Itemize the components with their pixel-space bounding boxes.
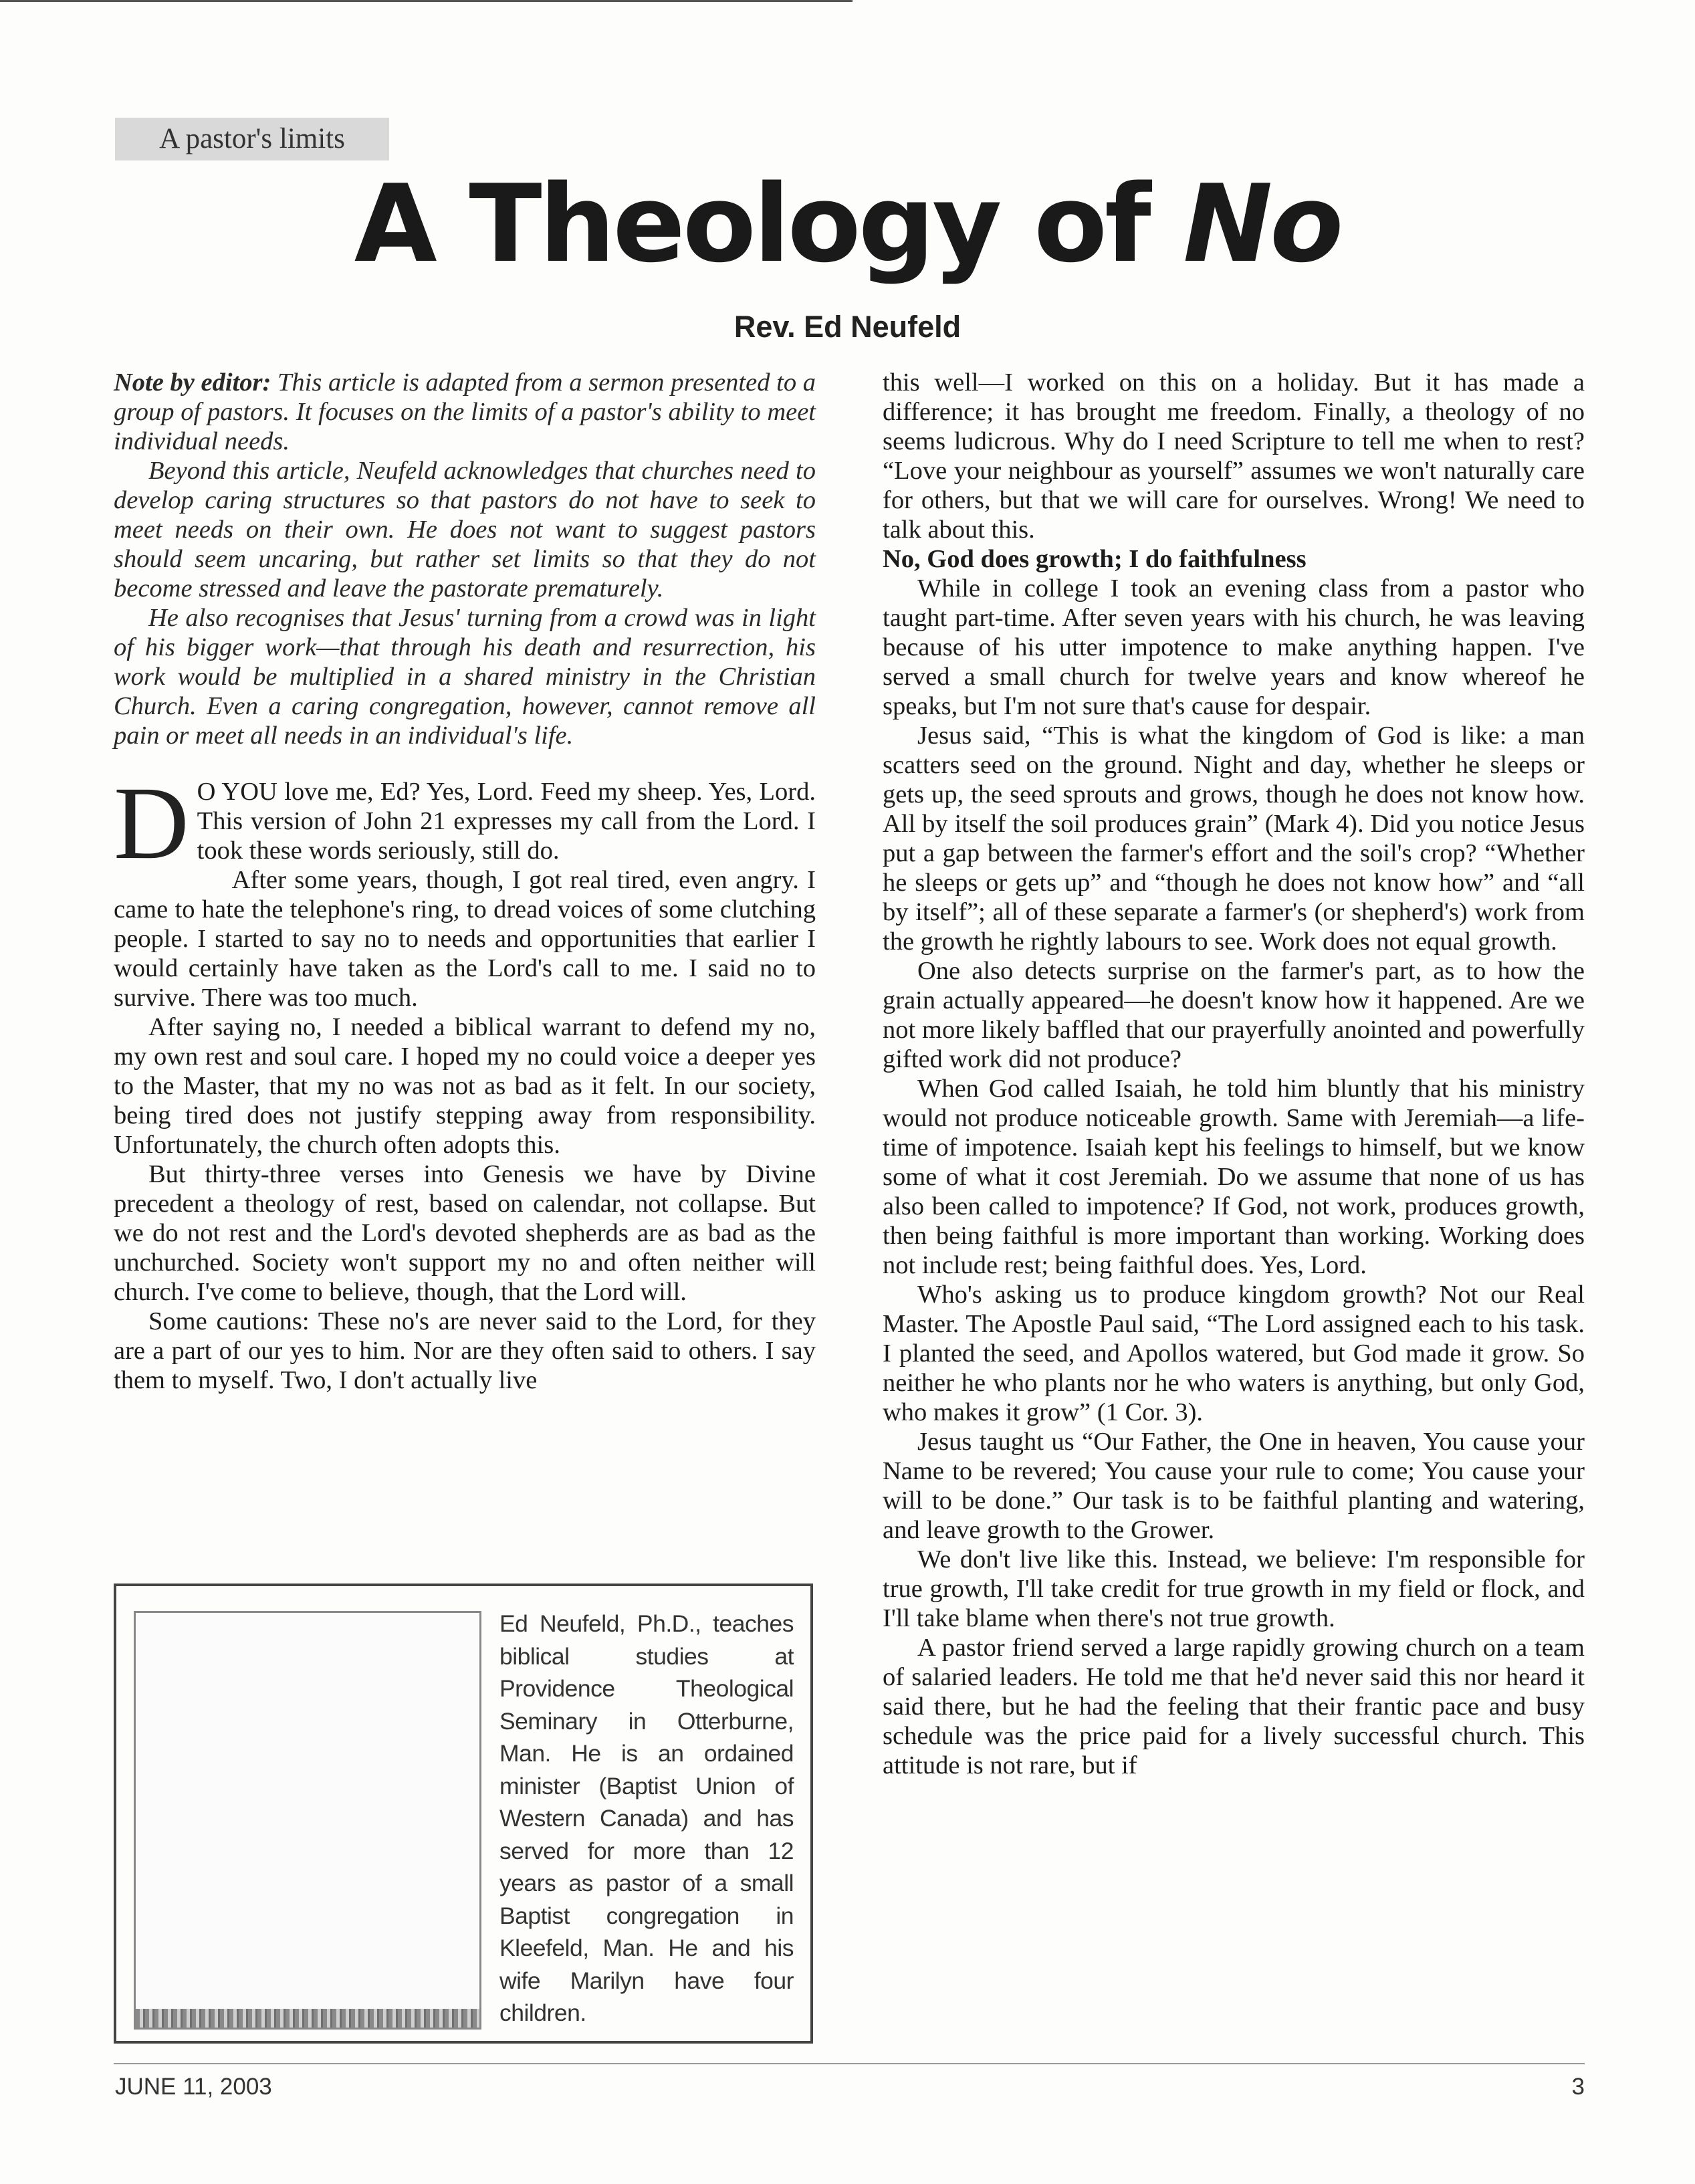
body-paragraph: Who's asking us to produce kingdom growth? Not our Real Master. The Apostle Paul said, “The Lord assigned each to his task. I planted the seed, and Apollos watered, but God made it grow. So neither he who plants nor he who waters is anything, but only God, who makes it grow” (1 Cor. 3). (883, 1281, 1585, 1426)
editor-note-p2: Beyond this article, Neufeld acknowledges that churches need to develop caring structures so that pastors do not have to seek to meet needs on their own. He does not want to suggest pastors should seem uncaring, but rather set limits so that they do not become stressed and leave the pastorate prematurely. (114, 457, 816, 603)
subheading: No, God does growth; I do faithfulness (883, 545, 1307, 573)
body-paragraph: Jesus said, “This is what the kingdom of God is like: a man scatters seed on the ground. Night and day, whether he sleeps or gets up, the seed sprouts and grows, though he does not know how. All by itself the soil produces grain” (Mark 4). Did you notice Jesus put a gap between the farmer's effort and the soil's crop? “Whether he sleeps or gets up” and “though he does not know how” and “all by itself”; all of these separate a farmer's (or shepherd's) work from the growth he rightly labours to see. Work does not equal growth. (883, 722, 1585, 956)
editor-note-label: Note by editor: (114, 368, 271, 397)
intro-paragraph: D O YOU love me, Ed? Yes, Lord. Feed my sheep. Yes, Lord. This version of John 21 expresses my call from the Lord. I took these words seriously, still do. (114, 765, 816, 881)
editor-note (114, 368, 816, 750)
body-paragraph: We don't live like this. Instead, we believe: I'm responsible for true growth, I'll take credit for true growth in my field or flock, and I'll take blame when there's not true growth. (883, 1545, 1585, 1632)
body-paragraph: When God called Isaiah, he told him bluntly that his ministry would not produce noticeable growth. Same with Jeremiah—a life-time of impotence. Isaiah kept his feelings to himself, but we know some of what it cost Jeremiah. Do we assume that none of us has also been called to impotence? If God, not work, produces growth, then being faithful is more important than working. Working does not include rest; being faithful does. Yes, Lord. (883, 1075, 1585, 1279)
body-paragraph: A pastor friend served a large rapidly growing church on a team of salaried leaders. He told me that he'd never said this nor heard it said there, but he had the feeling that their frantic pace and busy schedule was the price paid for a lively successful church. This attitude is not rare, but if (883, 1634, 1585, 1779)
body-paragraph: But thirty-three verses into Genesis we have by Divine precedent a theology of rest, based on calendar, not collapse. But we do not rest and the Lord's devoted shepherds are as bad as the unchurched. Society won't support my no and often neither will church. I've come to believe, though, that the Lord will. (114, 1160, 816, 1306)
body-paragraph: Some cautions: These no's are never said to the Lord, for they are a part of our yes to him. Nor are they often said to others. I say them to myself. Two, I don't actually live (114, 1307, 816, 1394)
photo-edge (136, 2009, 479, 2028)
left-column (114, 368, 816, 1395)
editor-note-p1: Note by editor: This article is adapted from a sermon presented to a group of pastors. It focuses on the limits of a pastor's ability to meet individual needs. (114, 368, 816, 455)
drop-cap: D (114, 765, 189, 881)
author-photo-placeholder (134, 1611, 481, 2030)
title-main: A Theology of (354, 161, 1149, 286)
footer-date: JUNE 11, 2003 (115, 2074, 272, 2100)
body-paragraph: Jesus taught us “Our Father, the One in heaven, You cause your Name to be revered; You cause your rule to come; You cause your will to be done.” Our task is to be faithful planting and watering, and leave growth to the Grower. (883, 1428, 1585, 1544)
body-paragraph: One also detects surprise on the farmer's part, as to how the grain actually appeared—he doesn't know how it happened. Are we not more likely baffled that our prayerfully anointed and powerfully gifted work did not produce? (883, 957, 1585, 1073)
editor-note-p3: He also recognises that Jesus' turning from a crowd was in light of his bigger work—that through his death and resurrection, his work would be multiplied in a shared ministry in the Christian Church. Even a caring congregation, however, cannot remove all pain or meet all needs in an individual's life. (114, 604, 816, 750)
byline: Rev. Ed Neufeld (733, 310, 962, 344)
page-number: 3 (1571, 2074, 1585, 2100)
body-paragraph: After saying no, I needed a biblical warrant to defend my no, my own rest and soul care. I hoped my no could voice a deeper yes to the Master, that my no was not as bad as it felt. In our society, being tired does not justify stepping away from responsibility. Unfortunately, the church often adopts this. (114, 1013, 816, 1159)
footer-rule (114, 2063, 1585, 2064)
article-title (0, 160, 1695, 288)
body-paragraph: After some years, though, I got real tired, even angry. I came to hate the telephone's ring, to dread voices of some clutching people. I started to say no to needs and opportunities that earlier I would certainly have taken as the Lord's call to me. I said no to survive. There was too much. (114, 866, 816, 1012)
top-rule (0, 0, 853, 2)
body-paragraph: this well—I worked on this on a holiday. But it has made a difference; it has brought me freedom. Finally, a theology of no seems ludicrous. Why do I need Scripture to tell me when to rest? “Love your neighbour as yourself” assumes we won't naturally care for others, but that we will care for ourselves. Wrong! We need to talk about this. (883, 368, 1585, 544)
author-bio-text: Ed Neufeld, Ph.D., teaches biblical studies at Providence Theological Seminary in Otterburne, Man. He is an ordained minister (Baptist Union of Western Canada) and has served for more than 12 years as pastor of a small Baptist congregation in Kleefeld, Man. He and his wife Marilyn have four children. (499, 1610, 794, 2026)
section-kicker: A pastor's limits (115, 118, 389, 160)
body-paragraph: While in college I took an evening class from a pastor who taught part-time. After seven years with his church, he was leaving because of his utter impotence to make anything happen. I've served a small church for twelve years and know whereof he speaks, but I'm not sure that's cause for despair. (883, 574, 1585, 720)
title-emphasis: No (1183, 161, 1341, 286)
right-column (883, 368, 1585, 1780)
author-bio-box (114, 1584, 813, 2044)
